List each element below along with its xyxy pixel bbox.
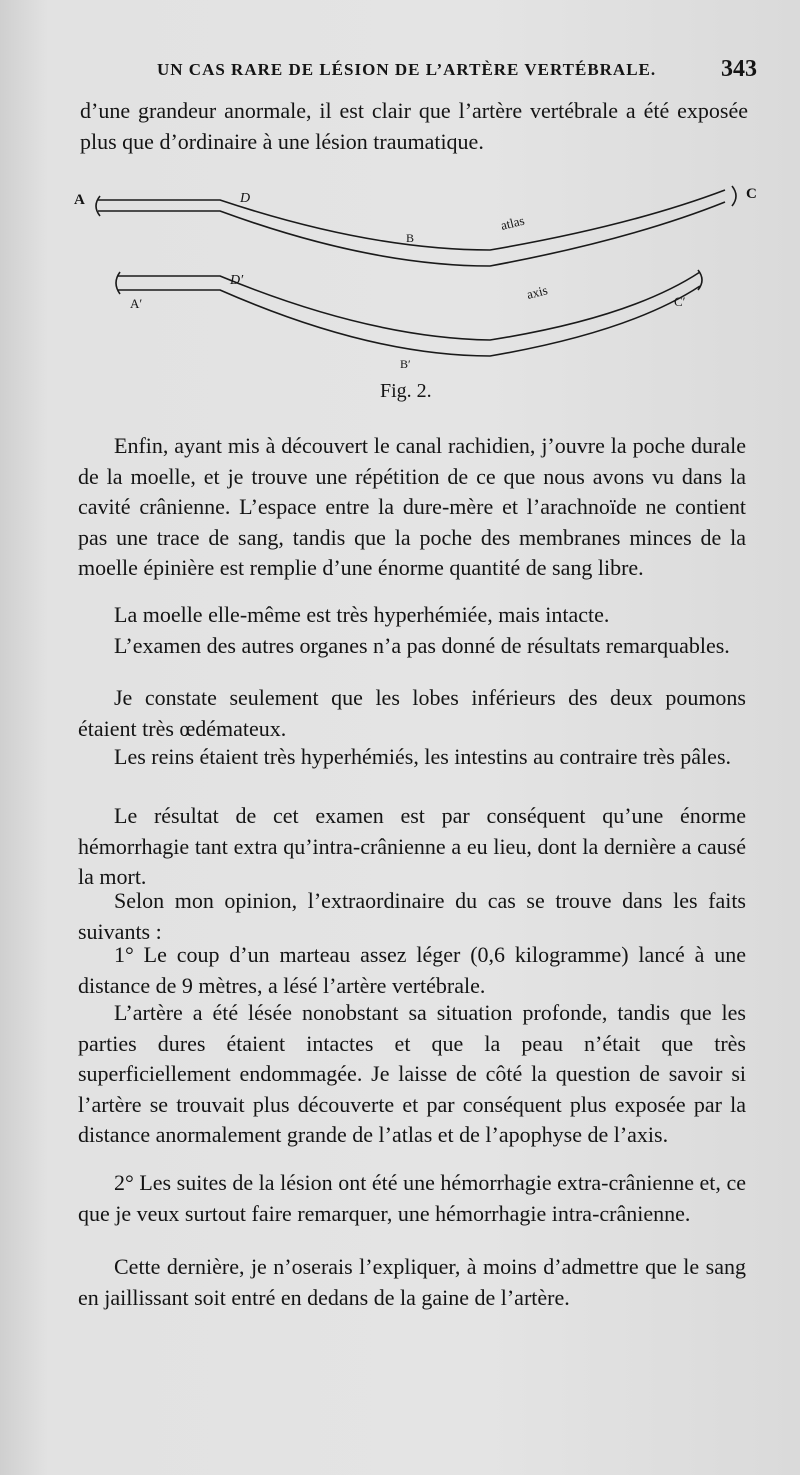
label-A: A bbox=[74, 192, 85, 208]
intro-paragraph: d’une grandeur anormale, il est clair que l’artère vertébrale a été exposée plus que d’ordinaire à une lésion traumatique. bbox=[80, 98, 748, 154]
paragraph-poumons: Je constate seulement que les lobes inférieurs des deux poumons étaient très œdémateux. bbox=[78, 685, 746, 741]
label-A-prime: A′ bbox=[130, 296, 143, 311]
paragraph-point-2: 2° Les suites de la lésion ont été une hémorrhagie extra-crânienne et, ce que je veux surtout faire remarquer, une hémorrhagie intra-crânienne. bbox=[78, 1170, 746, 1226]
label-D: D bbox=[240, 191, 251, 206]
running-title: UN CAS RARE DE LÉSION DE L’ARTÈRE VERTÉBRALE. bbox=[157, 60, 657, 79]
figure-atlas-axis-diagram bbox=[70, 178, 770, 378]
label-B-prime: B′ bbox=[400, 357, 411, 371]
label-C: C bbox=[746, 186, 757, 202]
paragraph-canal-rachidien: Enfin, ayant mis à découvert le canal rachidien, j’ouvre la poche durale de la moelle, et je trouve une répétition de ce que nous avons vu dans la cavité crânienne. L’espace entre la dure-mère et l’arachnoïde ne contient pas une trace de sang, tandis que la poche des membranes minces de la moelle épinière est remplie d’une énorme quantité de sang libre. bbox=[78, 433, 746, 581]
page-number: 343 bbox=[721, 56, 757, 82]
label-atlas: atlas bbox=[499, 212, 526, 233]
paragraph-artere-lesee: L’artère a été lésée nonobstant sa situation profonde, tandis que les parties dures étaient intactes et que la peau n’était que très superficiellement endommagée. Je laisse de côté la question de savoir si l’artère se trouvait plus découverte et par conséquent plus exposée par la distance anormalement grande de l’atlas et de l’apophyse de l’axis. bbox=[78, 1000, 746, 1148]
label-C-prime: C′ bbox=[674, 294, 686, 309]
axis-upper-edge bbox=[118, 272, 700, 340]
paragraph-conclusion: Cette dernière, je n’oserais l’expliquer, à moins d’admettre que le sang en jaillissant soit entré en dedans de la gaine de l’artère. bbox=[78, 1254, 746, 1310]
figure-caption: Fig. 2. bbox=[380, 380, 432, 402]
axis-lower-edge bbox=[118, 286, 700, 356]
paragraph-moelle: La moelle elle-même est très hyperhémiée, mais intacte. bbox=[114, 602, 610, 627]
atlas-right-cap bbox=[732, 186, 736, 206]
running-header bbox=[157, 56, 757, 82]
paragraph-point-1: 1° Le coup d’un marteau assez léger (0,6 kilogramme) lancé à une distance de 9 mètres, a lésé l’artère vertébrale. bbox=[78, 942, 746, 998]
label-D-prime: D′ bbox=[230, 273, 244, 288]
paragraph-resultat: Le résultat de cet examen est par conséquent qu’une énorme hémorrhagie tant extra qu’intra-crânienne a eu lieu, dont la dernière a causé la mort. bbox=[78, 803, 746, 890]
paragraph-examen-organes: L’examen des autres organes n’a pas donné de résultats remarquables. bbox=[114, 633, 730, 658]
label-B: B bbox=[406, 231, 415, 245]
paragraph-reins: Les reins étaient très hyperhémiés, les intestins au contraire très pâles. bbox=[114, 744, 732, 769]
atlas-left-cap bbox=[96, 196, 100, 216]
label-axis: axis bbox=[525, 282, 550, 302]
paragraph-opinion: Selon mon opinion, l’extraordinaire du cas se trouve dans les faits suivants : bbox=[78, 888, 746, 944]
